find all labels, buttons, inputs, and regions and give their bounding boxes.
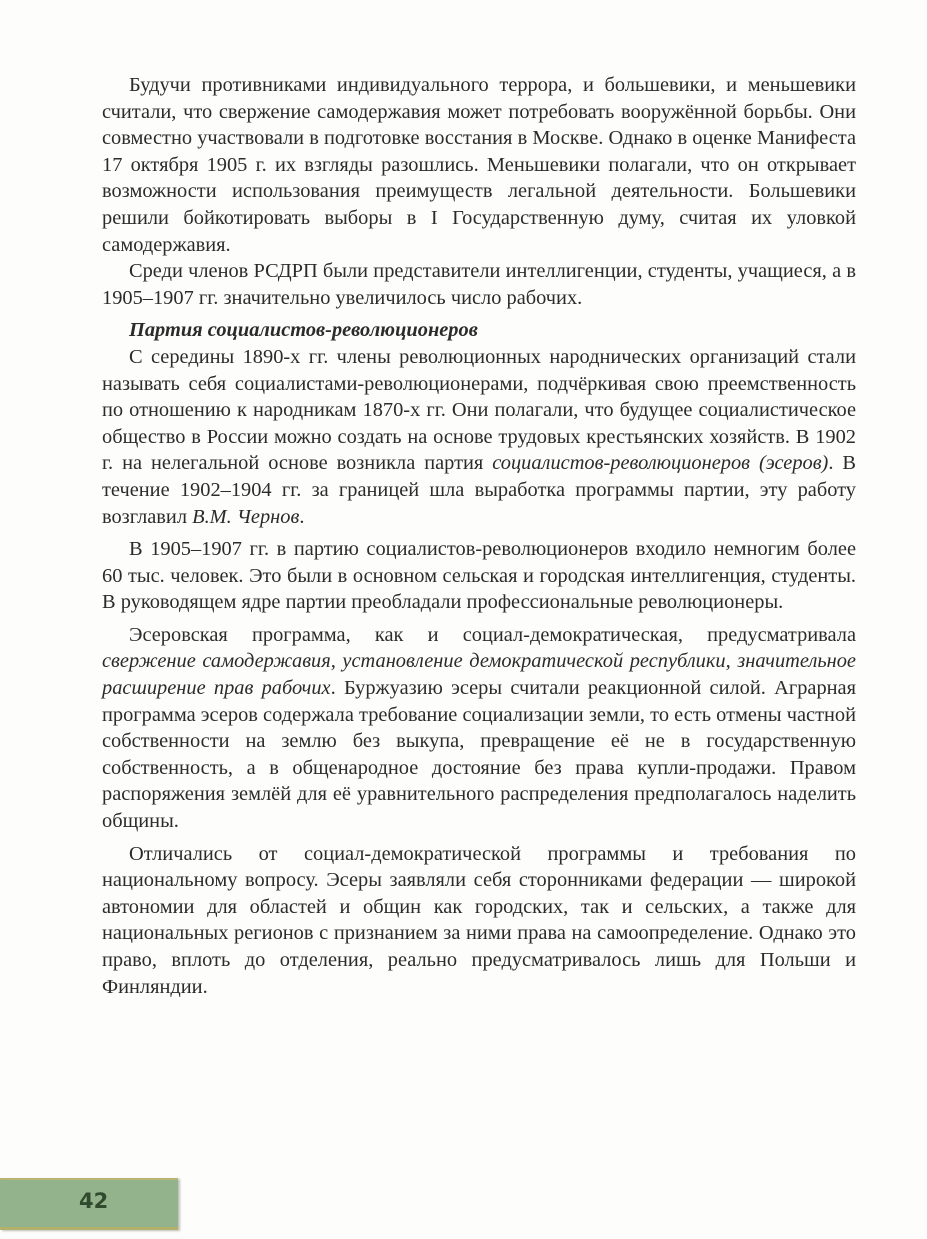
text-run: . Буржуазию эсеры считали реакционной силой. Аграрная программа эсеров содержала требование социализации земли, то есть отмены частной собственности на землю без выкупа, превращение её не в государственную собственность, а в общенародное достояние без права купли-продажи. Правом распоряжения землёй для её уравнительного распределения предполагалось наделить общины.: [102, 677, 856, 833]
page-body: [102, 72, 856, 1000]
paragraph-sr-origins: [102, 344, 856, 530]
italic-term: свержение самодержавия, установление демократической республики, значительное расширение прав рабочих: [102, 650, 856, 700]
page-number: 42: [79, 1189, 109, 1213]
paragraph-national-question: Отличались от социал-демократической программы и требования по национальному вопросу. Эсеры заявляли себя сторонниками федерации — широкой автономии для областей и общин как городских, так и сельских, а также для национальных регионов с признанием за ними права на самоопределение. Однако это право, вплоть до отделения, реально предусматривалось лишь для Польши и Финляндии.: [102, 842, 856, 998]
page-number-band: [0, 1178, 178, 1230]
paragraph-sr-program: [102, 622, 856, 835]
text-run: С середины 1890-х гг. члены революционных народнических организаций стали называть себя социалистами-революционерами, подчёркивая свою преемственность по отношению к народникам 1870-х гг. Они полагали, что будущее социалистическое общество в России можно создать на основе трудовых крестьянских хозяйств. В 1902 г. на нелегальной основе возникла партия: [102, 345, 856, 475]
paragraph-rsdrp-members: Среди членов РСДРП были представители интеллигенции, студенты, учащиеся, а в 1905–1907 гг. значительно увеличилось число рабочих.: [102, 260, 856, 309]
text-run: . В течение 1902–1904 гг. за границей шла выработка программы партии, эту работу возглавил: [102, 452, 856, 528]
text-run: .: [299, 505, 305, 528]
text-run: Эсеровская программа, как и социал-демократическая, предусматривала: [129, 623, 856, 646]
paragraph-sr-membership: В 1905–1907 гг. в партию социалистов-революционеров входило немногим более 60 тыс. человек. Это были в основном сельская и городская интеллигенция, студенты. В руководящем ядре партии преобладали профессиональные революционеры.: [102, 538, 856, 614]
italic-name: В.М. Чернов: [192, 505, 300, 528]
paragraph-bolsheviks-mensheviks: Будучи противниками индивидуального террора, и большевики, и меньшевики считали, что свержение самодержавия может потребовать вооружённой борьбы. Они совместно участвовали в подготовке восстания в Москве. Однако в оценке Манифеста 17 октября 1905 г. их взгляды разошлись. Меньшевики полагали, что он открывает возможности использования преимуществ легальной деятельности. Большевики решили бойкотировать выборы в I Государственную думу, считая их уловкой самодержавия.: [102, 74, 856, 256]
section-heading: Партия социалистов-революционеров: [129, 319, 478, 342]
italic-term: социалистов-революционеров (эсеров): [492, 452, 829, 475]
